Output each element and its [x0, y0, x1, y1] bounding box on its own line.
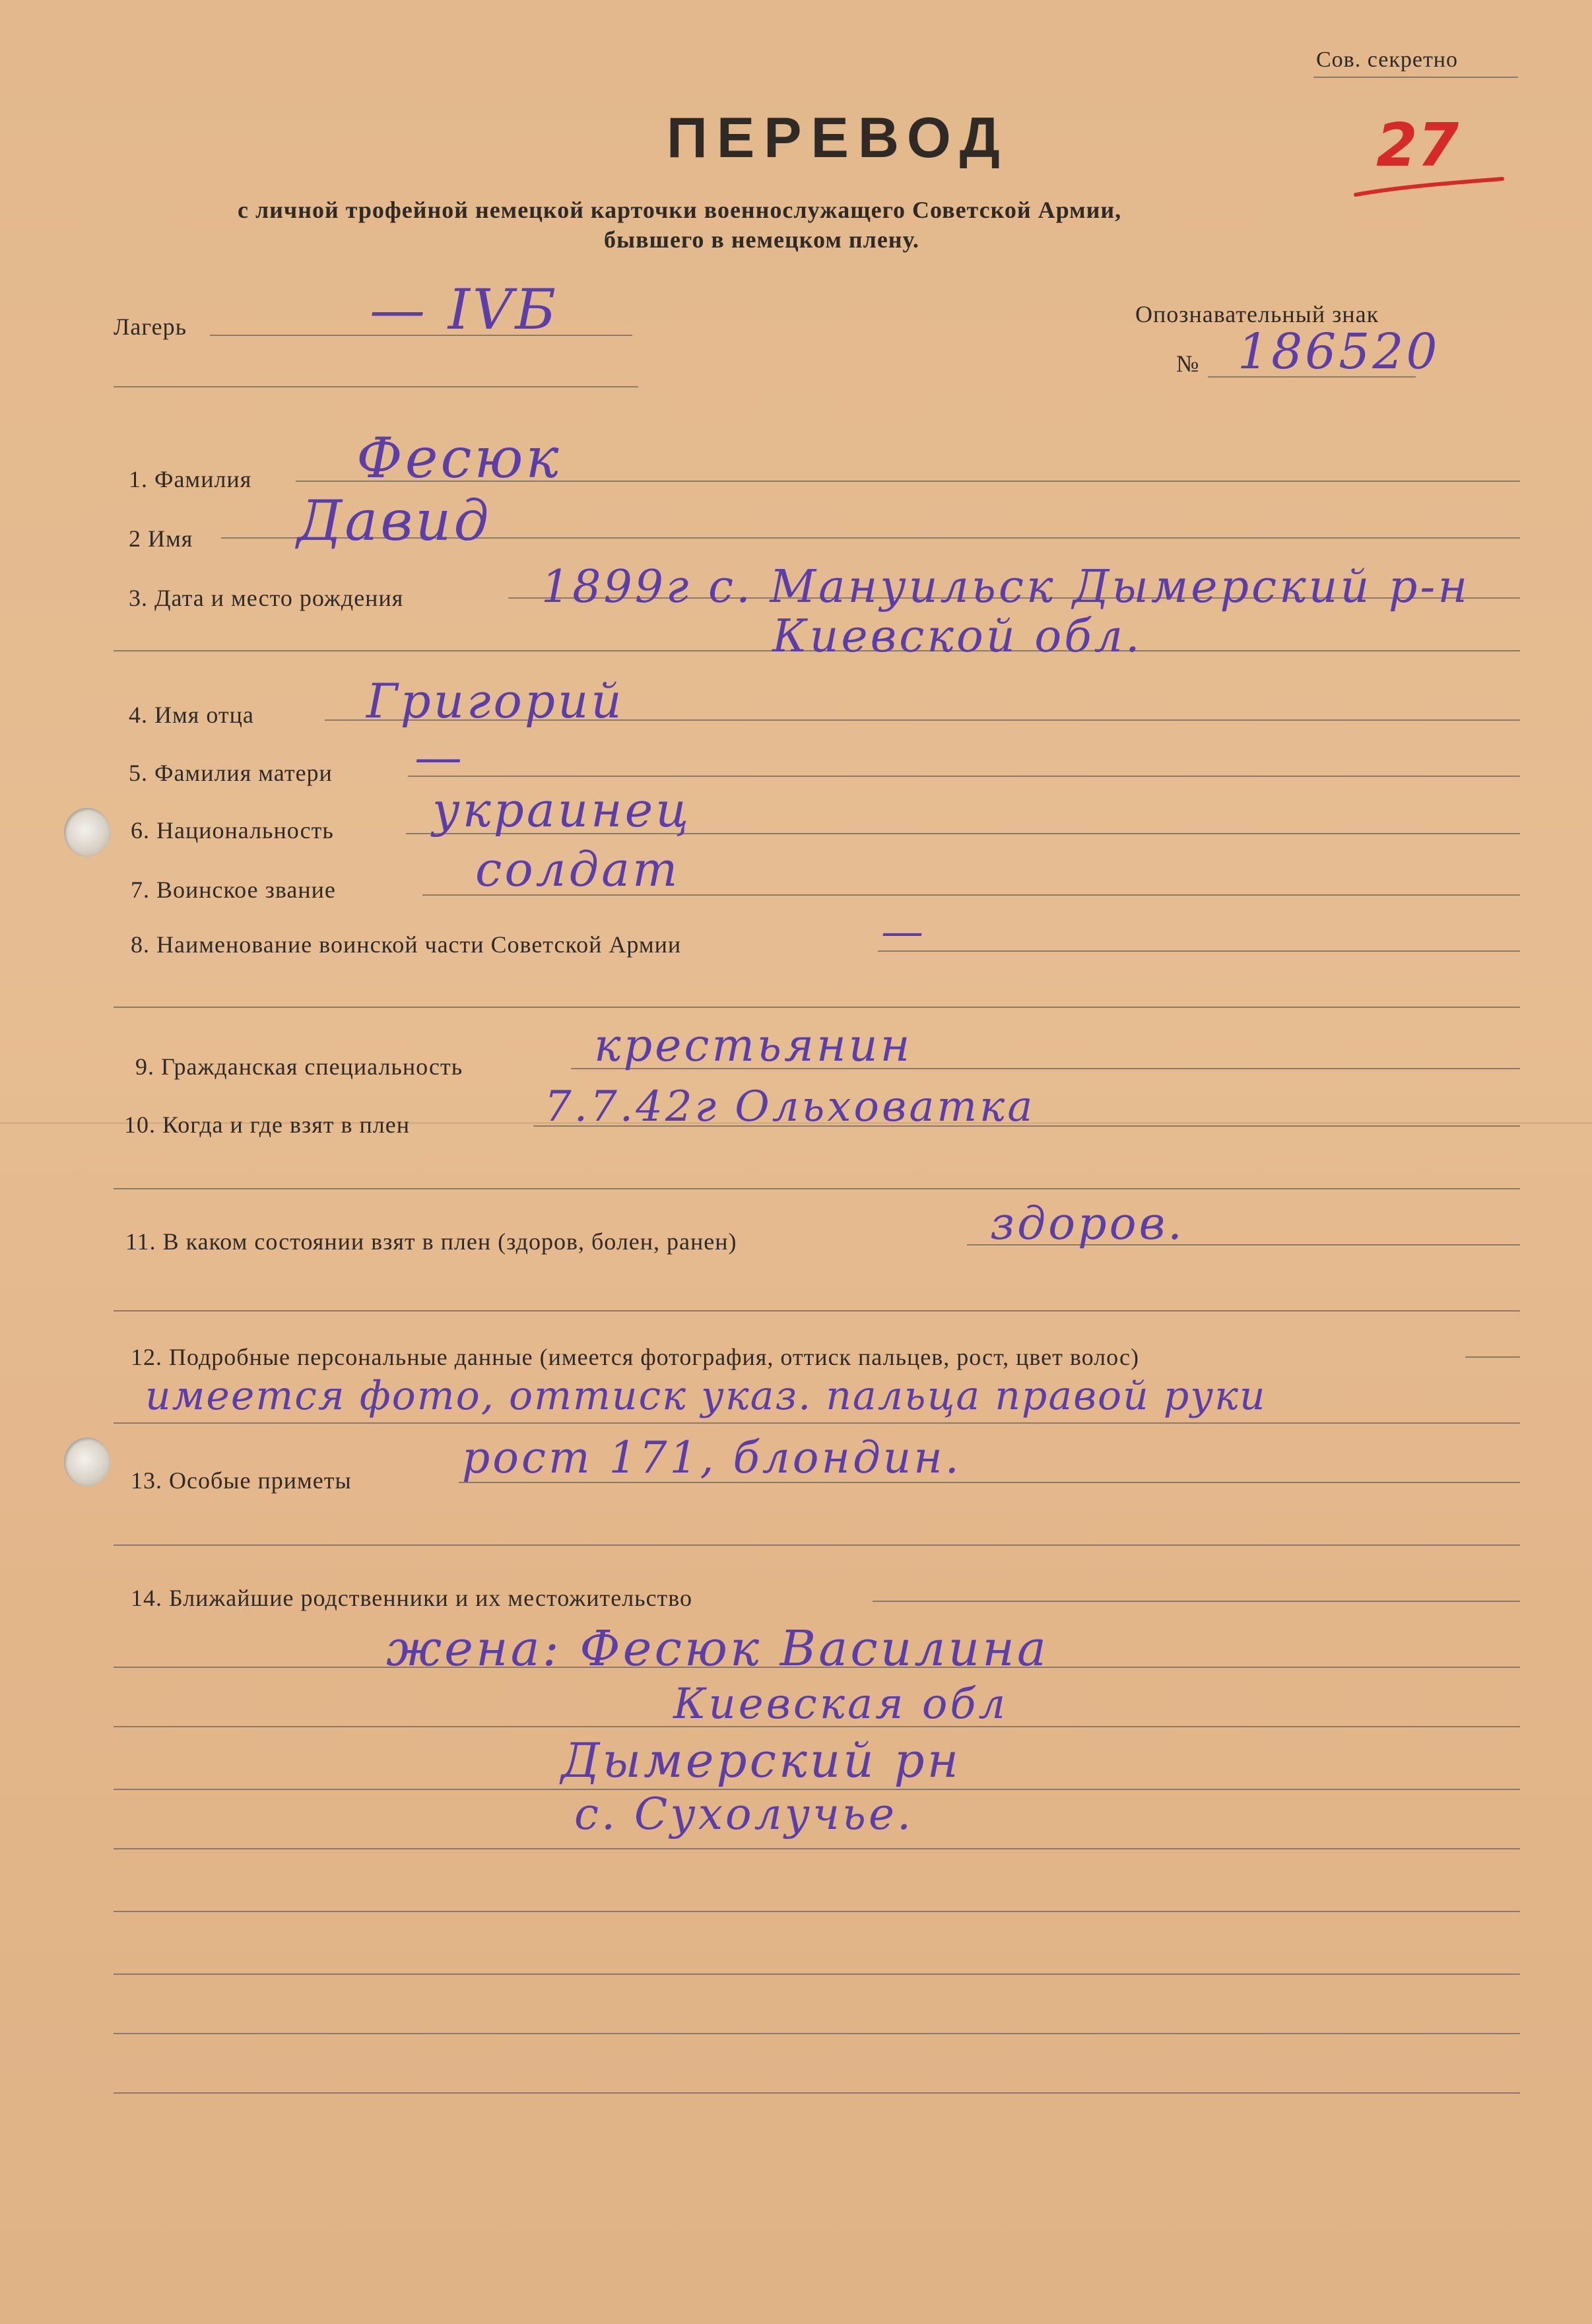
- birth-value-line-1: 1899г с. Мануильск Дымерский р-н: [541, 561, 1471, 613]
- father-name-label: 4. Имя отца: [129, 702, 254, 728]
- red-number: 27: [1376, 111, 1459, 180]
- father-name-value: Григорий: [366, 673, 624, 729]
- captured-value: 7.7.42г Ольховатка: [545, 1082, 1036, 1131]
- first-name-label: 2 Имя: [129, 525, 193, 552]
- captured-label: 10. Когда и где взят в плен: [124, 1112, 411, 1138]
- nationality-label: 6. Национальность: [131, 817, 334, 844]
- personal-data-value: имеется фото, оттиск указ. пальца правой руки: [145, 1373, 1267, 1419]
- relatives-value-line-4: с. Сухолучье.: [574, 1789, 913, 1840]
- relatives-value-line-3: Дымерский рн: [561, 1733, 962, 1788]
- surname-label: 1. Фамилия: [129, 466, 252, 492]
- unit-value: —: [881, 908, 926, 956]
- camp-label: Лагерь: [114, 314, 187, 340]
- subtitle-line-2: бывшего в немецком плену.: [604, 226, 919, 253]
- first-name-value: Давид: [297, 488, 492, 553]
- red-underline-mark: [1353, 175, 1505, 201]
- special-marks-value: рост 171, блондин.: [462, 1432, 962, 1483]
- rank-label: 7. Воинское звание: [131, 877, 336, 903]
- camp-value: — IVБ: [370, 277, 559, 342]
- profession-label: 9. Гражданская специальность: [135, 1053, 463, 1080]
- birth-label: 3. Дата и место рождения: [129, 585, 404, 611]
- id-mark-number-sign: №: [1176, 350, 1200, 377]
- special-marks-label: 13. Особые приметы: [131, 1467, 352, 1494]
- punch-hole-lower: [64, 1438, 110, 1486]
- nationality-value: украинец: [432, 782, 692, 838]
- punch-hole-upper: [64, 808, 110, 857]
- surname-value: Фесюк: [356, 426, 562, 490]
- relatives-value-line-2: Киевская обл: [673, 1680, 1009, 1729]
- relatives-value-line-1: жена: Фесюк Василина: [386, 1620, 1049, 1677]
- mother-surname-label: 5. Фамилия матери: [129, 760, 333, 786]
- mother-surname-value: —: [415, 729, 465, 785]
- classification-label: Сов. секретно: [1316, 48, 1458, 72]
- rank-value: солдат: [475, 842, 680, 897]
- relatives-label: 14. Ближайшие родственники и их местожительство: [131, 1585, 693, 1611]
- birth-value-line-2: Киевской обл.: [772, 611, 1143, 663]
- condition-value: здоров.: [990, 1198, 1185, 1250]
- page-title: ПЕРЕВОД: [667, 106, 1009, 170]
- profession-value: крестьянин: [594, 1020, 913, 1072]
- unit-label: 8. Наименование воинской части Советской Армии: [131, 931, 682, 958]
- personal-data-label: 12. Подробные персональные данные (имеется фотография, оттиск пальцев, рост, цвет волос): [131, 1344, 1139, 1370]
- condition-label: 11. В каком состоянии взят в плен (здоров, болен, ранен): [125, 1228, 737, 1255]
- id-mark-value: 186520: [1238, 323, 1440, 380]
- subtitle-line-1: с личной трофейной немецкой карточки военнослужащего Советской Армии,: [238, 197, 1122, 223]
- id-mark-label: Опознавательный знак: [1135, 301, 1379, 327]
